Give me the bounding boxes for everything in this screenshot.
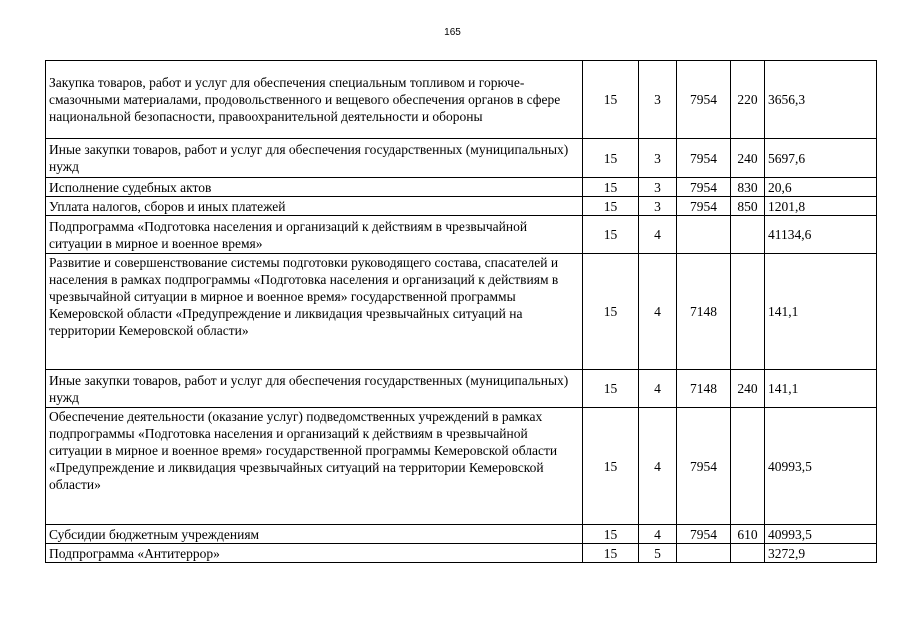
table-row: [46, 370, 877, 408]
row-name: Подпрограмма «Подготовка населения и организаций к действиям в чрезвычайной ситуации в мирное и военное время»: [46, 216, 583, 254]
row-sum: 1201,8: [765, 197, 877, 216]
table-row: [46, 544, 877, 563]
row-name: Субсидии бюджетным учреждениям: [46, 525, 583, 544]
row-section: 15: [583, 216, 639, 254]
row-sum: 41134,6: [765, 216, 877, 254]
table-row: [46, 408, 877, 525]
row-section: 15: [583, 525, 639, 544]
row-section: 15: [583, 408, 639, 525]
row-section: 15: [583, 370, 639, 408]
row-subsection: 4: [639, 254, 677, 370]
row-sum: 141,1: [765, 370, 877, 408]
row-section: 15: [583, 139, 639, 178]
row-type: [731, 254, 765, 370]
row-article: [677, 544, 731, 563]
row-sum: 40993,5: [765, 408, 877, 525]
row-subsection: 4: [639, 408, 677, 525]
row-type: [731, 544, 765, 563]
row-subsection: 5: [639, 544, 677, 563]
row-type: 850: [731, 197, 765, 216]
table-row: [46, 216, 877, 254]
table-row: [46, 139, 877, 178]
row-subsection: 3: [639, 61, 677, 139]
row-type: 220: [731, 61, 765, 139]
row-name: Уплата налогов, сборов и иных платежей: [46, 197, 583, 216]
row-sum: 20,6: [765, 178, 877, 197]
table-row: [46, 197, 877, 216]
budget-table: [45, 60, 877, 563]
row-sum: 3656,3: [765, 61, 877, 139]
row-sum: 40993,5: [765, 525, 877, 544]
row-type: [731, 408, 765, 525]
row-article: 7148: [677, 370, 731, 408]
row-section: 15: [583, 254, 639, 370]
row-type: 830: [731, 178, 765, 197]
row-subsection: 4: [639, 525, 677, 544]
row-subsection: 4: [639, 216, 677, 254]
row-article: 7148: [677, 254, 731, 370]
row-type: [731, 216, 765, 254]
row-subsection: 3: [639, 178, 677, 197]
row-sum: 141,1: [765, 254, 877, 370]
row-article: 7954: [677, 408, 731, 525]
row-subsection: 3: [639, 197, 677, 216]
row-article: 7954: [677, 139, 731, 178]
row-section: 15: [583, 178, 639, 197]
page-number: 165: [444, 27, 461, 38]
row-article: [677, 216, 731, 254]
row-article: 7954: [677, 178, 731, 197]
row-type: 610: [731, 525, 765, 544]
row-subsection: 4: [639, 370, 677, 408]
table-row: [46, 61, 877, 139]
row-subsection: 3: [639, 139, 677, 178]
row-sum: 3272,9: [765, 544, 877, 563]
row-name: Закупка товаров, работ и услуг для обеспечения специальным топливом и горюче-смазочными материалами, продовольственного и вещевого обеспечения органов в сфере национальной безопасности, правоохранительной деятельности и обороны: [46, 61, 583, 139]
row-type: 240: [731, 139, 765, 178]
row-article: 7954: [677, 525, 731, 544]
row-name: Подпрограмма «Антитеррор»: [46, 544, 583, 563]
row-article: 7954: [677, 197, 731, 216]
row-section: 15: [583, 61, 639, 139]
row-name: Исполнение судебных актов: [46, 178, 583, 197]
row-section: 15: [583, 197, 639, 216]
row-section: 15: [583, 544, 639, 563]
table-row: [46, 178, 877, 197]
row-sum: 5697,6: [765, 139, 877, 178]
table-row: [46, 525, 877, 544]
row-name: Обеспечение деятельности (оказание услуг) подведомственных учреждений в рамках подпрограммы «Подготовка населения и организаций к действиям в чрезвычайной ситуации в мирное и военное время» государственной программы Кемеровской области «Предупреждение и ликвидация чрезвычайных ситуаций на территории Кемеровской области»: [46, 408, 583, 525]
row-article: 7954: [677, 61, 731, 139]
row-name: Развитие и совершенствование системы подготовки руководящего состава, спасателей и населения в рамках подпрограммы «Подготовка населения и организаций к действиям в чрезвычайной ситуации в мирное и военное время» государственной программы Кемеровской области «Предупреждение и ликвидация чрезвычайных ситуаций на территории Кемеровской области»: [46, 254, 583, 370]
row-type: 240: [731, 370, 765, 408]
row-name: Иные закупки товаров, работ и услуг для обеспечения государственных (муниципальных) нужд: [46, 370, 583, 408]
row-name: Иные закупки товаров, работ и услуг для обеспечения государственных (муниципальных) нужд: [46, 139, 583, 178]
table-row: [46, 254, 877, 370]
